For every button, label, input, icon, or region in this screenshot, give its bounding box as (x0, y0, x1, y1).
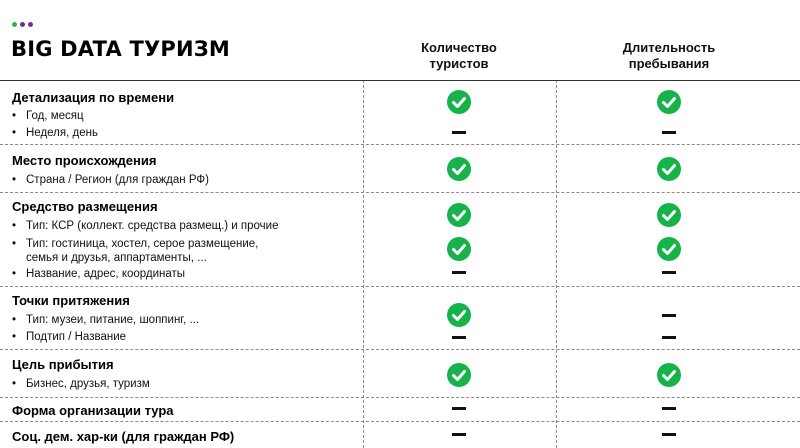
column-header-stay-duration (579, 40, 759, 72)
list-item: • Страна / Регион (для граждан РФ) (12, 174, 209, 186)
dash-icon (662, 271, 676, 274)
column-header-line: пребывания (628, 56, 710, 71)
list-item-text: семья и друзья, аппартаменты, ... (26, 252, 207, 264)
column-header-line: туристов (429, 56, 489, 71)
dash-icon (662, 131, 676, 134)
green-check-icon (447, 90, 471, 114)
list-item-continuation (12, 251, 207, 265)
list-item-text: Подтип / Название (26, 331, 127, 343)
row-divider (0, 286, 800, 287)
list-item-text: Неделя, день (26, 127, 98, 139)
list-item-text: Год, месяц (26, 110, 84, 122)
dash-icon (452, 433, 466, 436)
dash-icon (452, 407, 466, 410)
section-title-accommodation: Средство размещения (12, 199, 158, 214)
list-item: • Бизнес, друзья, туризм (12, 378, 150, 390)
section-title-origin: Место происхождения (12, 153, 157, 168)
section-title-purpose: Цель прибытия (12, 357, 114, 372)
row-divider (0, 192, 800, 193)
dash-icon (662, 336, 676, 339)
list-item: • Год, месяц (12, 110, 84, 122)
row-divider (0, 349, 800, 350)
green-check-icon (657, 363, 681, 387)
page-title: BIG DATA ТУРИЗМ (11, 37, 230, 61)
section-title-demographics: Соц. дем. хар-ки (для граждан РФ) (12, 429, 235, 444)
column-divider (363, 80, 364, 448)
brand-dot (20, 22, 25, 27)
brand-dot (28, 22, 33, 27)
header-divider (0, 80, 800, 81)
column-header-tourist-count (369, 40, 549, 72)
list-item: • Тип: КСР (коллект. средства размещ.) и прочие (12, 220, 279, 232)
list-item-text: Страна / Регион (для граждан РФ) (26, 174, 209, 186)
dash-icon (452, 336, 466, 339)
list-item: • Тип: музеи, питание, шоппинг, ... (12, 314, 200, 326)
green-check-icon (447, 363, 471, 387)
green-check-icon (657, 237, 681, 261)
list-item-text: Бизнес, друзья, туризм (26, 378, 150, 390)
section-title-time: Детализация по времени (12, 90, 175, 105)
dash-icon (452, 131, 466, 134)
green-check-icon (447, 203, 471, 227)
list-item-text: Название, адрес, координаты (26, 268, 186, 280)
list-item-text: Тип: музеи, питание, шоппинг, ... (26, 314, 200, 326)
section-title-attractions: Точки притяжения (12, 293, 130, 308)
list-item: • Неделя, день (12, 127, 98, 139)
row-divider (0, 421, 800, 422)
green-check-icon (447, 303, 471, 327)
brand-dot (12, 22, 17, 27)
section-title-tour: Форма организации тура (12, 403, 174, 418)
brand-dots (12, 22, 33, 27)
dash-icon (452, 271, 466, 274)
list-item: • Подтип / Название (12, 331, 127, 343)
green-check-icon (447, 237, 471, 261)
list-item: • Тип: гостиница, хостел, серое размещение, (12, 238, 259, 250)
dash-icon (662, 407, 676, 410)
row-divider (0, 397, 800, 398)
list-item-text: Тип: гостиница, хостел, серое размещение, (26, 238, 259, 250)
list-item: • Название, адрес, координаты (12, 268, 186, 280)
dash-icon (662, 433, 676, 436)
green-check-icon (447, 157, 471, 181)
column-header-line: Длительность (622, 40, 716, 55)
dash-icon (662, 314, 676, 317)
list-item-text: Тип: КСР (коллект. средства размещ.) и прочие (26, 220, 279, 232)
row-divider (0, 144, 800, 145)
column-divider (556, 80, 557, 448)
green-check-icon (657, 157, 681, 181)
green-check-icon (657, 90, 681, 114)
column-header-line: Количество (421, 40, 497, 55)
green-check-icon (657, 203, 681, 227)
